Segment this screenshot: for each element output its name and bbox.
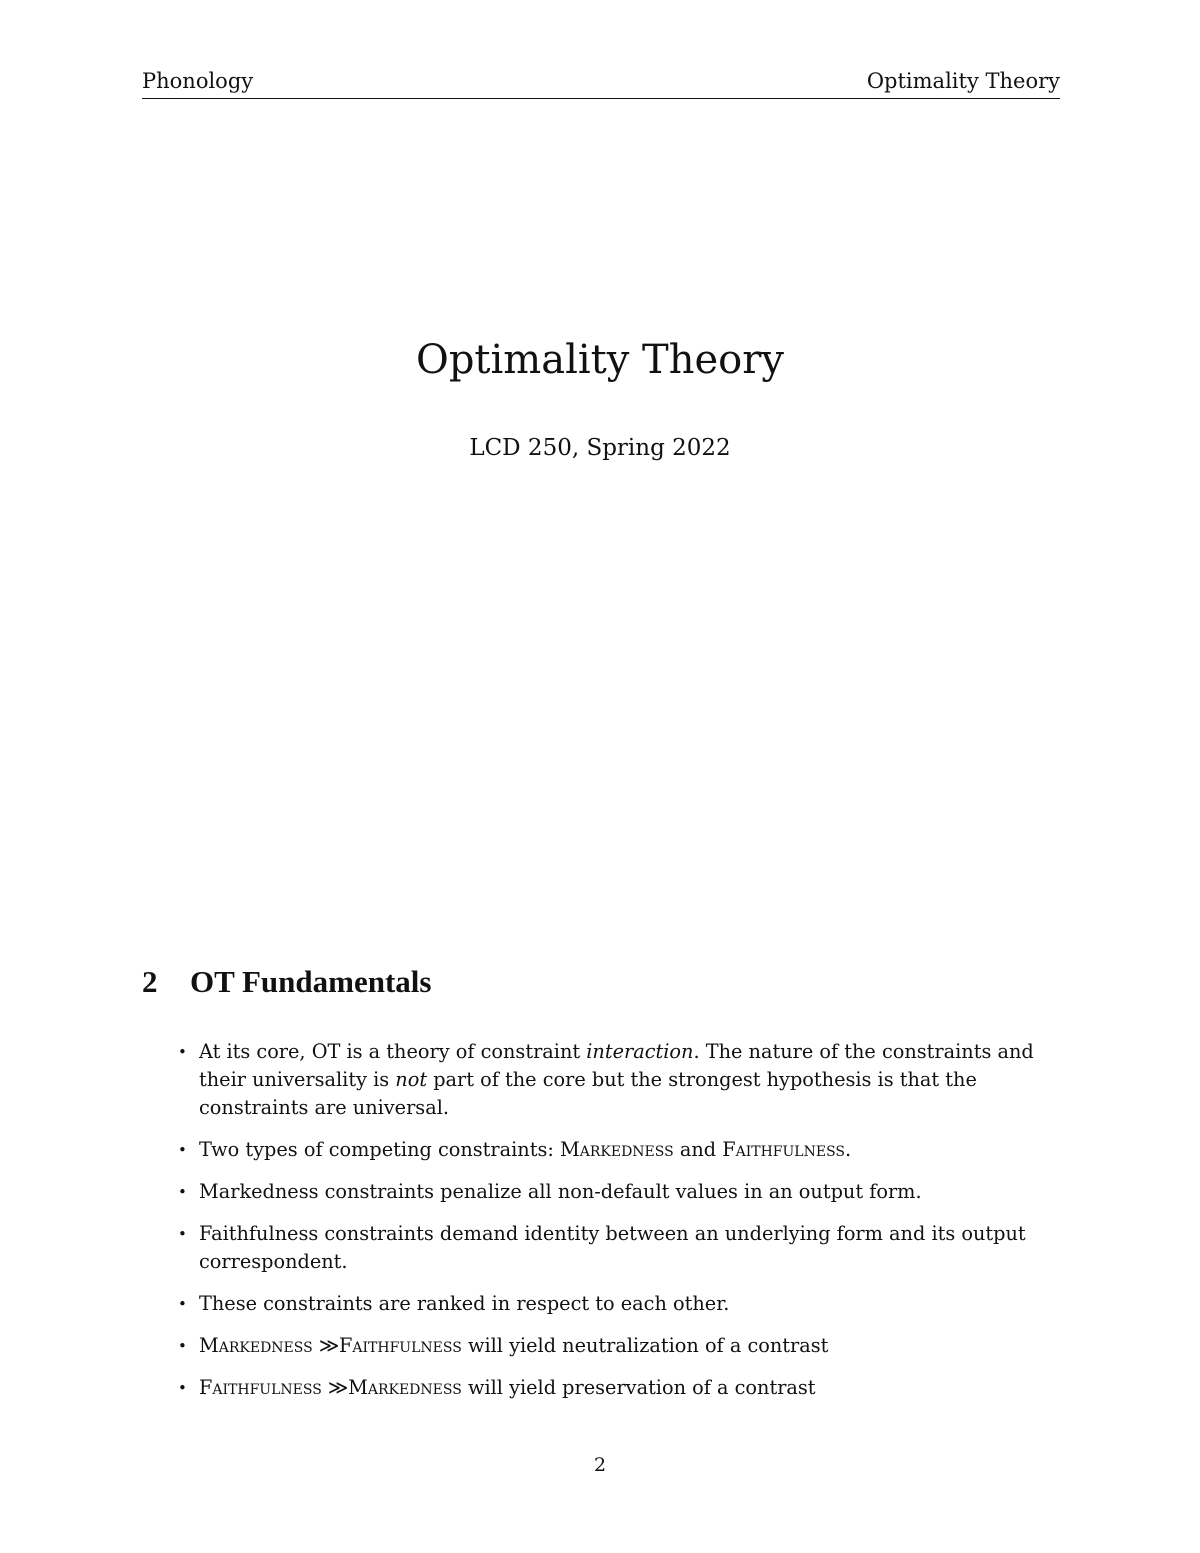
bullet-text: . The nature of the constraints and their universality is — [199, 1040, 1034, 1091]
section-heading — [142, 962, 431, 1002]
bullet-text: will yield neutralization of a contrast — [461, 1334, 829, 1357]
page-number: 2 — [593, 1454, 607, 1476]
header-topic: Optimality Theory — [866, 69, 1060, 93]
list-item — [176, 1220, 1060, 1276]
ranking-operator: ≫ — [312, 1334, 340, 1357]
emphasis-text: interaction — [586, 1040, 694, 1063]
running-header — [142, 66, 1060, 99]
list-item — [176, 1374, 1060, 1402]
bullet-text: . — [845, 1138, 852, 1161]
list-item — [176, 1332, 1060, 1360]
list-item — [176, 1290, 1060, 1318]
header-course-name: Phonology — [142, 69, 254, 93]
emphasis-text: not — [395, 1068, 428, 1091]
document-title: Optimality Theory — [416, 337, 784, 383]
section-title: OT Fundamentals — [190, 964, 432, 999]
document-subtitle: LCD 250, Spring 2022 — [469, 435, 731, 461]
bullet-text: Faithfulness constraints demand identity between an underlying form and its output correspondent. — [199, 1222, 1026, 1273]
bullet-icon: • — [178, 1183, 187, 1201]
bullet-text: will yield preservation of a contrast — [461, 1376, 816, 1399]
bullet-icon: • — [178, 1225, 187, 1243]
bullet-text: part of the core but the strongest hypothesis is that the constraints are universal. — [199, 1068, 977, 1119]
list-item — [176, 1178, 1060, 1206]
bullet-icon: • — [178, 1379, 187, 1397]
bullet-text: At its core, OT is a theory of constraint — [199, 1040, 587, 1063]
constraint-name: Markedness — [348, 1376, 462, 1399]
constraint-name: Faithfulness — [339, 1334, 462, 1357]
bullet-icon: • — [178, 1141, 187, 1159]
bullet-icon: • — [178, 1295, 187, 1313]
ranking-operator: ≫ — [321, 1376, 349, 1399]
constraint-name: Faithfulness — [722, 1138, 845, 1161]
bullet-icon: • — [178, 1043, 187, 1061]
constraint-name: Markedness — [560, 1138, 674, 1161]
constraint-name: Faithfulness — [199, 1376, 322, 1399]
section-number: 2 — [142, 964, 158, 999]
bullet-icon: • — [178, 1337, 187, 1355]
bullet-list — [176, 1038, 1060, 1416]
bullet-text: Markedness constraints penalize all non-default values in an output form. — [199, 1180, 922, 1203]
constraint-name: Markedness — [199, 1334, 313, 1357]
list-item — [176, 1136, 1060, 1164]
bullet-text: Two types of competing constraints: — [199, 1138, 560, 1161]
bullet-text: and — [673, 1138, 723, 1161]
bullet-text: These constraints are ranked in respect to each other. — [199, 1292, 730, 1315]
list-item — [176, 1038, 1060, 1122]
